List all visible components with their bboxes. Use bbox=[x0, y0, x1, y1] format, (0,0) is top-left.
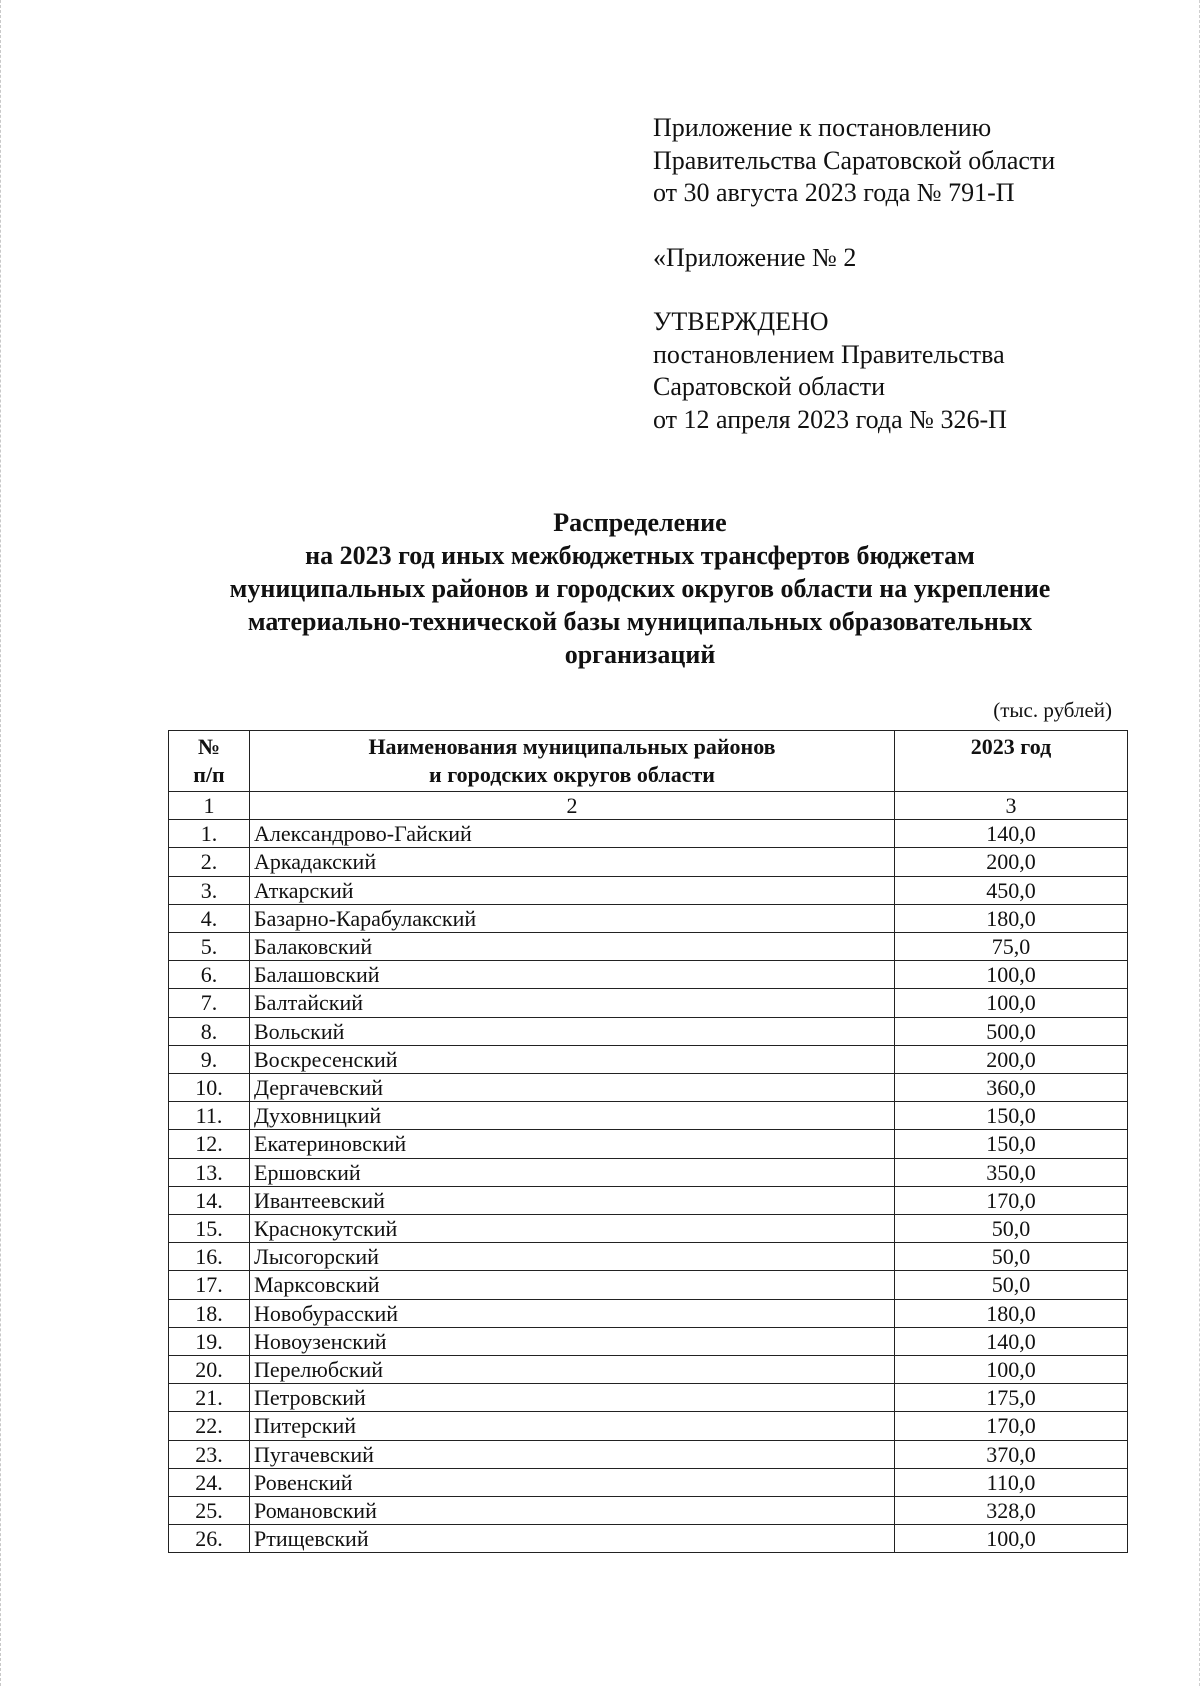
row-number-cell: 16. bbox=[169, 1243, 250, 1271]
amount-cell: 150,0 bbox=[895, 1102, 1128, 1130]
table-row bbox=[169, 1130, 1128, 1158]
table-row bbox=[169, 1525, 1128, 1553]
row-number-cell: 17. bbox=[169, 1271, 250, 1299]
amount-cell: 140,0 bbox=[895, 820, 1128, 848]
table-row bbox=[169, 1045, 1128, 1073]
row-number-cell: 7. bbox=[169, 989, 250, 1017]
column-header-name-line-1: Наименования муниципальных районов bbox=[368, 734, 776, 759]
table-row bbox=[169, 820, 1128, 848]
row-number-cell: 8. bbox=[169, 1017, 250, 1045]
column-header-name bbox=[250, 731, 895, 792]
row-number-cell: 11. bbox=[169, 1102, 250, 1130]
amount-cell: 100,0 bbox=[895, 1356, 1128, 1384]
table-row bbox=[169, 848, 1128, 876]
table-row bbox=[169, 1356, 1128, 1384]
row-number-cell: 18. bbox=[169, 1299, 250, 1327]
column-index-row bbox=[169, 792, 1128, 820]
table-row bbox=[169, 1327, 1128, 1355]
amount-cell: 140,0 bbox=[895, 1327, 1128, 1355]
table-header-row bbox=[169, 731, 1128, 792]
column-header-name-line-2: и городских округов области bbox=[429, 762, 715, 787]
title-line-3: муниципальных районов и городских округов области на укрепление bbox=[229, 574, 1051, 603]
table-row bbox=[169, 1243, 1128, 1271]
table-row bbox=[169, 1271, 1128, 1299]
row-number-cell: 20. bbox=[169, 1356, 250, 1384]
amount-cell: 100,0 bbox=[895, 961, 1128, 989]
approval-header bbox=[653, 112, 1173, 436]
district-name-cell: Дергачевский bbox=[250, 1074, 895, 1102]
district-name-cell: Аркадакский bbox=[250, 848, 895, 876]
header-line-3: от 30 августа 2023 года № 791-П bbox=[653, 178, 1015, 207]
amount-cell: 200,0 bbox=[895, 848, 1128, 876]
row-number-cell: 4. bbox=[169, 904, 250, 932]
district-name-cell: Новобурасский bbox=[250, 1299, 895, 1327]
district-name-cell: Лысогорский bbox=[250, 1243, 895, 1271]
title-line-4: материально-технической базы муниципальных образовательных bbox=[247, 607, 1033, 636]
approved-line-2: Саратовской области bbox=[653, 372, 886, 401]
district-name-cell: Марксовский bbox=[250, 1271, 895, 1299]
district-name-cell: Александрово-Гайский bbox=[250, 820, 895, 848]
district-name-cell: Петровский bbox=[250, 1384, 895, 1412]
row-number-cell: 21. bbox=[169, 1384, 250, 1412]
table-row bbox=[169, 1158, 1128, 1186]
district-name-cell: Ртищевский bbox=[250, 1525, 895, 1553]
approved-line-3: от 12 апреля 2023 года № 326-П bbox=[653, 404, 1007, 434]
column-index-cell: 3 bbox=[895, 792, 1128, 820]
district-name-cell: Духовницкий bbox=[250, 1102, 895, 1130]
approved-label: УТВЕРЖДЕНО bbox=[653, 307, 829, 336]
row-number-cell: 13. bbox=[169, 1158, 250, 1186]
table-row bbox=[169, 1186, 1128, 1214]
district-name-cell: Вольский bbox=[250, 1017, 895, 1045]
amount-cell: 150,0 bbox=[895, 1130, 1128, 1158]
row-number-cell: 12. bbox=[169, 1130, 250, 1158]
amount-cell: 100,0 bbox=[895, 989, 1128, 1017]
column-header-number-line-1: № bbox=[197, 734, 221, 759]
amount-cell: 75,0 bbox=[895, 933, 1128, 961]
district-name-cell: Питерский bbox=[250, 1412, 895, 1440]
amount-cell: 350,0 bbox=[895, 1158, 1128, 1186]
district-name-cell: Аткарский bbox=[250, 876, 895, 904]
amount-cell: 110,0 bbox=[895, 1468, 1128, 1496]
header-gap bbox=[653, 210, 1173, 242]
column-header-number-line-2: п/п bbox=[193, 762, 225, 787]
page-edge-left bbox=[0, 0, 4, 1686]
amount-cell: 360,0 bbox=[895, 1074, 1128, 1102]
table-row bbox=[169, 1102, 1128, 1130]
district-name-cell: Перелюбский bbox=[250, 1356, 895, 1384]
appendix-label: «Приложение № 2 bbox=[653, 242, 857, 272]
table-row bbox=[169, 1017, 1128, 1045]
row-number-cell: 25. bbox=[169, 1497, 250, 1525]
title-line-2: на 2023 год иных межбюджетных трансфертов бюджетам bbox=[305, 541, 975, 570]
district-name-cell: Романовский bbox=[250, 1497, 895, 1525]
amount-cell: 500,0 bbox=[895, 1017, 1128, 1045]
header-gap bbox=[653, 274, 1173, 306]
row-number-cell: 14. bbox=[169, 1186, 250, 1214]
district-name-cell: Ровенский bbox=[250, 1468, 895, 1496]
table-row bbox=[169, 933, 1128, 961]
amount-cell: 170,0 bbox=[895, 1412, 1128, 1440]
amount-cell: 100,0 bbox=[895, 1525, 1128, 1553]
column-header-year bbox=[895, 731, 1128, 792]
column-header-year-label: 2023 год bbox=[970, 734, 1052, 759]
table-row bbox=[169, 1384, 1128, 1412]
row-number-cell: 22. bbox=[169, 1412, 250, 1440]
row-number-cell: 5. bbox=[169, 933, 250, 961]
amount-cell: 50,0 bbox=[895, 1243, 1128, 1271]
table-row bbox=[169, 1440, 1128, 1468]
amount-cell: 370,0 bbox=[895, 1440, 1128, 1468]
row-number-cell: 26. bbox=[169, 1525, 250, 1553]
district-name-cell: Базарно-Карабулакский bbox=[250, 904, 895, 932]
row-number-cell: 15. bbox=[169, 1215, 250, 1243]
district-name-cell: Ивантеевский bbox=[250, 1186, 895, 1214]
amount-cell: 180,0 bbox=[895, 904, 1128, 932]
title-line-5: организаций bbox=[564, 640, 716, 669]
page-edge-right bbox=[1196, 0, 1200, 1686]
row-number-cell: 9. bbox=[169, 1045, 250, 1073]
table-row bbox=[169, 1215, 1128, 1243]
amount-cell: 170,0 bbox=[895, 1186, 1128, 1214]
district-name-cell: Балтайский bbox=[250, 989, 895, 1017]
district-name-cell: Краснокутский bbox=[250, 1215, 895, 1243]
district-name-cell: Балашовский bbox=[250, 961, 895, 989]
row-number-cell: 23. bbox=[169, 1440, 250, 1468]
table-row bbox=[169, 1299, 1128, 1327]
distribution-table bbox=[168, 730, 1128, 1553]
row-number-cell: 6. bbox=[169, 961, 250, 989]
table-row bbox=[169, 876, 1128, 904]
column-index-cell: 2 bbox=[250, 792, 895, 820]
table-row bbox=[169, 1412, 1128, 1440]
table-row bbox=[169, 1468, 1128, 1496]
table-row bbox=[169, 1497, 1128, 1525]
district-name-cell: Екатериновский bbox=[250, 1130, 895, 1158]
row-number-cell: 3. bbox=[169, 876, 250, 904]
column-index-cell: 1 bbox=[169, 792, 250, 820]
column-header-number bbox=[169, 731, 250, 792]
amount-cell: 175,0 bbox=[895, 1384, 1128, 1412]
district-name-cell: Ершовский bbox=[250, 1158, 895, 1186]
amount-cell: 50,0 bbox=[895, 1215, 1128, 1243]
table-row bbox=[169, 989, 1128, 1017]
title-line-1: Распределение bbox=[553, 508, 727, 537]
row-number-cell: 1. bbox=[169, 820, 250, 848]
table-row bbox=[169, 961, 1128, 989]
approved-line-1: постановлением Правительства bbox=[653, 339, 1005, 369]
district-name-cell: Воскресенский bbox=[250, 1045, 895, 1073]
header-line-1: Приложение к постановлению bbox=[653, 113, 992, 142]
row-number-cell: 10. bbox=[169, 1074, 250, 1102]
units-label: (тыс. рублей) bbox=[993, 698, 1112, 722]
district-name-cell: Новоузенский bbox=[250, 1327, 895, 1355]
row-number-cell: 19. bbox=[169, 1327, 250, 1355]
amount-cell: 200,0 bbox=[895, 1045, 1128, 1073]
table-row bbox=[169, 904, 1128, 932]
header-line-2: Правительства Саратовской области bbox=[653, 145, 1056, 175]
table-row bbox=[169, 1074, 1128, 1102]
amount-cell: 450,0 bbox=[895, 876, 1128, 904]
amount-cell: 328,0 bbox=[895, 1497, 1128, 1525]
row-number-cell: 24. bbox=[169, 1468, 250, 1496]
document-title bbox=[120, 506, 1160, 671]
table-body bbox=[169, 792, 1128, 1553]
district-name-cell: Пугачевский bbox=[250, 1440, 895, 1468]
row-number-cell: 2. bbox=[169, 848, 250, 876]
amount-cell: 180,0 bbox=[895, 1299, 1128, 1327]
district-name-cell: Балаковский bbox=[250, 933, 895, 961]
amount-cell: 50,0 bbox=[895, 1271, 1128, 1299]
